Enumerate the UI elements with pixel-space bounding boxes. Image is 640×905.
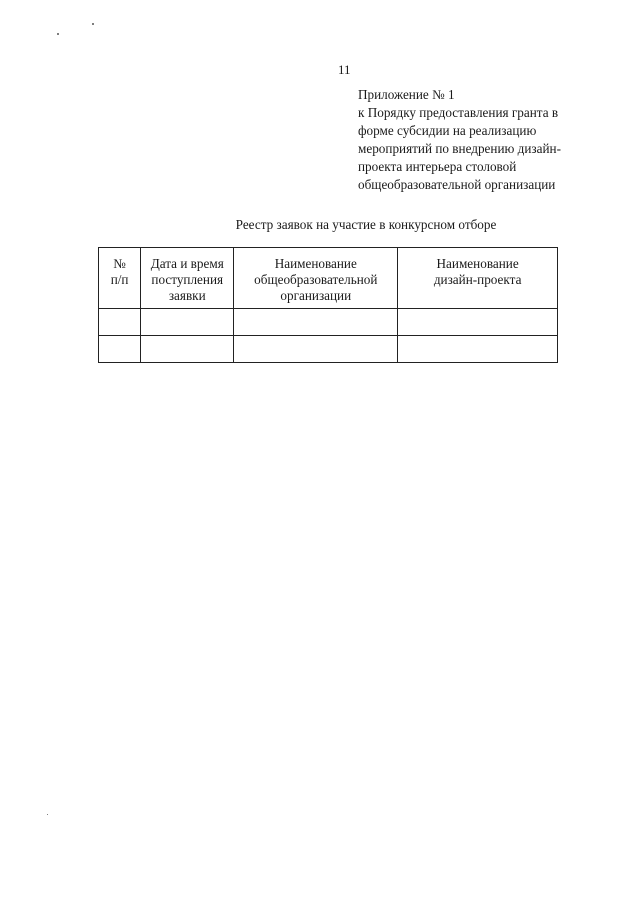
header-cell-organization [234,248,398,309]
header-line: Наименование [436,256,519,271]
table-header-row [99,248,558,309]
applications-registry-table [98,247,558,363]
appendix-line: общеобразовательной организации [358,177,556,192]
header-cell-date-time [141,248,234,309]
appendix-line: к Порядку предоставления гранта в [358,105,559,120]
appendix-line: форме субсидии на реализацию [358,123,537,138]
document-title: Реестр заявок на участие в конкурсном отборе [235,217,497,232]
table-cell [141,309,234,336]
table-row [99,336,558,363]
table-cell [398,309,558,336]
table-cell [99,336,141,363]
appendix-header [358,86,598,194]
header-line: заявки [168,288,206,303]
table-cell [234,309,398,336]
header-line: организации [280,288,352,303]
header-cell-number [99,248,141,309]
header-line: Дата и время [150,256,224,271]
header-cell-design-project [398,248,558,309]
header-line: поступления [151,272,224,287]
header-line: общеобразовательной [254,272,378,287]
appendix-line: проекта интерьера столовой [358,159,517,174]
table-cell [398,336,558,363]
scan-speck [92,23,94,25]
appendix-line: Приложение № 1 [358,87,455,102]
header-line: п/п [110,272,129,287]
header-line: Наименование [274,256,357,271]
appendix-line: мероприятий по внедрению дизайн- [358,141,562,156]
table-cell [141,336,234,363]
page-number: 11 [338,62,351,77]
header-line: № [113,256,126,271]
table-cell [99,309,141,336]
scan-speck [47,814,48,815]
header-line: дизайн-проекта [433,272,522,287]
scan-speck [57,33,59,35]
table-cell [234,336,398,363]
table-row [99,309,558,336]
